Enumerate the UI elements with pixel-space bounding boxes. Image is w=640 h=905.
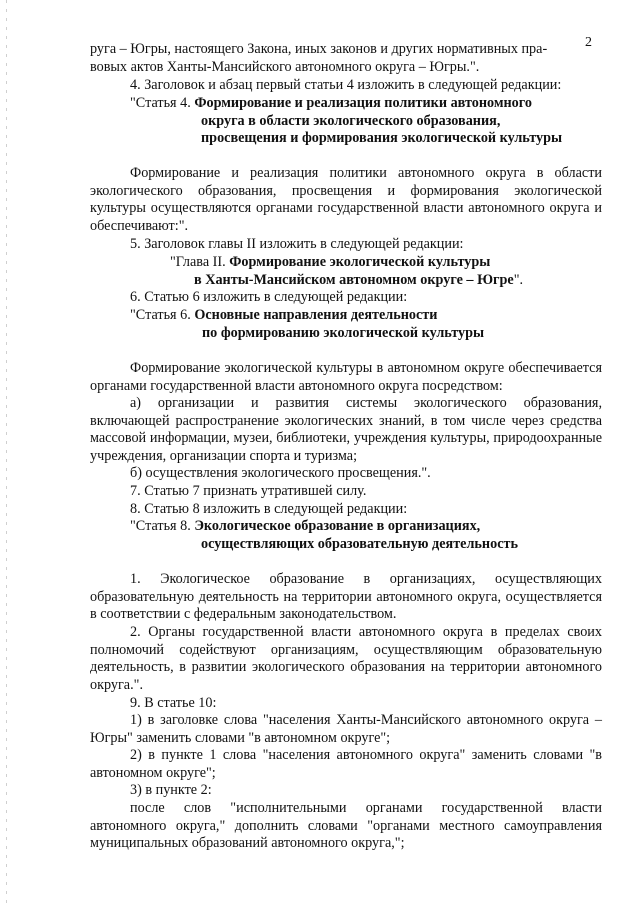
item-4: 4. Заголовок и абзац первый статьи 4 изложить в следующей редакции: [130,77,562,93]
chapter-prefix: "Глава II. [170,254,230,270]
article-6-sub-a: а) организации и развития системы экологического образования, включающей распространение экологических знаний, в том числе через средства массовой информации, музеи, библиотеки, учреждения культуры, природоохранные учреждения, организации спорта и туризма; [90,395,602,464]
article-8-paragraph-2: 2. Органы государственной власти автономного округа в пределах своих полномочий содействуют организациям, осуществляющим образовательную деятельность, в развитии экологического образования на территории автономного округа.". [90,624,602,693]
item-9-sub-1: 1) в заголовке слова "населения Ханты-Мансийского автономного округа – Югры" заменить словами "в автономном округе"; [90,712,602,746]
article-6-sub-b: б) осуществления экологического просвещения.". [130,465,431,481]
article-6-body: Формирование экологической культуры в автономном округе обеспечивается органами государственной власти автономного округа посредством: [90,360,602,394]
chapter-2-title [170,254,523,289]
item-6: 6. Статью 6 изложить в следующей редакции: [130,289,408,305]
article-title-line: осуществляющих образовательную деятельность [201,535,518,552]
article-title-line: Формирование и реализация политики автономного [194,95,532,111]
article-6-title [130,307,484,342]
item-5: 5. Заголовок главы II изложить в следующей редакции: [130,236,464,252]
article-title-line: просвещения и формирования экологической культуры [201,130,563,146]
item-9-sub-3-text: после слов "исполнительными органами государственной власти автономного округа," дополнить словами "органами местного самоуправления муниципальных образований автономного округа,"; [90,800,602,851]
article-title-line: Основные направления деятельности [194,307,438,323]
scan-edge [6,0,7,905]
item-9: 9. В статье 10: [130,695,217,711]
chapter-title-line: Формирование экологической культуры [229,254,491,270]
article-prefix: "Статья 8. [130,518,195,534]
article-prefix: "Статья 4. [130,95,195,111]
article-8-title [130,518,518,553]
article-4-title [130,95,562,148]
page-number: 2 [585,35,592,50]
article-title-line: по формированию экологической культуры [202,324,485,341]
item-7: 7. Статью 7 признать утратившей силу. [130,483,367,499]
intro-paragraph [90,41,602,76]
article-title-line: Экологическое образование в организациях, [194,518,481,534]
article-title-line: округа в области экологического образования, [201,112,501,129]
article-prefix: "Статья 6. [130,307,195,323]
item-8: 8. Статью 8 изложить в следующей редакции: [130,501,408,517]
intro-line: руга – Югры, настоящего Закона, иных законов и других нормативных пра- [90,41,548,57]
chapter-title-line: в Ханты-Мансийском автономном округе – Югре [194,271,514,288]
chapter-suffix: ". [513,271,524,288]
intro-line: вовых актов Ханты-Мансийского автономного округа – Югры.". [90,58,480,75]
item-9-sub-3: 3) в пункте 2: [130,782,212,798]
article-8-paragraph-1: 1. Экологическое образование в организациях, осуществляющих образовательную деятельность на территории автономного округа, осуществляется в соответствии с федеральным законодательством. [90,571,602,622]
item-9-sub-2: 2) в пункте 1 слова "населения автономного округа" заменить словами "в автономном округе"; [90,747,602,781]
article-4-body: Формирование и реализация политики автономного округа в области экологического образования, просвещения и формирования экологической культуры осуществляются органами государственной власти автономного округа и обеспечивают:". [90,165,602,234]
